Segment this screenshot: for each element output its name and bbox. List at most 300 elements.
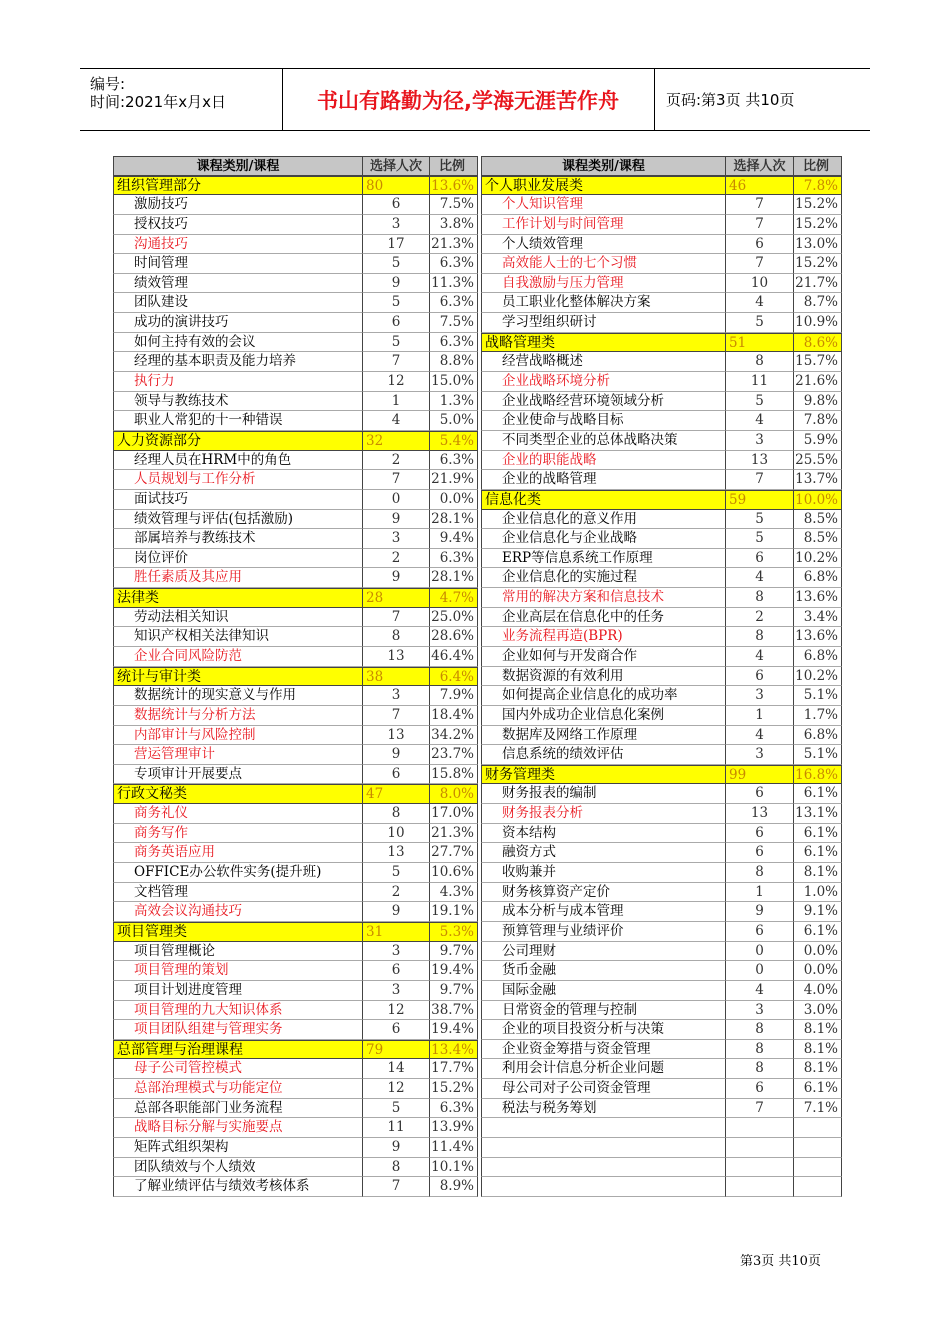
- course-row: [113, 1158, 478, 1178]
- course-row: [113, 942, 478, 962]
- selection-count: 3: [726, 686, 794, 706]
- ratio: 21.3%: [430, 824, 478, 844]
- ratio: [794, 1138, 842, 1158]
- course-name: 总部各职能部门业务流程: [113, 1099, 363, 1119]
- course-row: [113, 529, 478, 549]
- category-row: [113, 1040, 478, 1060]
- header-motto: 书山有路勤为径,学海无涯苦作舟: [282, 69, 655, 130]
- ratio: 8.1%: [794, 1020, 842, 1040]
- course-row: [113, 745, 478, 765]
- course-row: [113, 1020, 478, 1040]
- category-row: [481, 333, 842, 353]
- course-row: [481, 706, 842, 726]
- selection-count: 0: [363, 490, 430, 510]
- course-name: 项目计划进度管理: [113, 981, 363, 1001]
- course-name: 战略管理类: [481, 333, 726, 353]
- course-row: [481, 745, 842, 765]
- selection-count: 6: [726, 843, 794, 863]
- selection-count: 9: [363, 568, 430, 588]
- course-name: 组织管理部分: [113, 176, 363, 196]
- ratio: 13.6%: [430, 176, 478, 196]
- category-row: [113, 784, 478, 804]
- course-name: 学习型组织研讨: [481, 313, 726, 333]
- course-name: 沟通技巧: [113, 235, 363, 255]
- selection-count: 5: [726, 529, 794, 549]
- ratio: 9.7%: [430, 981, 478, 1001]
- selection-count: 6: [363, 195, 430, 215]
- course-name: 矩阵式组织架构: [113, 1138, 363, 1158]
- table-header-row: [113, 156, 478, 176]
- selection-count: 6: [363, 1020, 430, 1040]
- selection-count: 38: [363, 667, 430, 687]
- ratio: 19.1%: [430, 902, 478, 922]
- selection-count: 7: [363, 1177, 430, 1197]
- course-row: [481, 647, 842, 667]
- course-row: [481, 1099, 842, 1119]
- course-name: 信息化类: [481, 490, 726, 510]
- selection-count: 6: [726, 1079, 794, 1099]
- course-name: 数据资源的有效利用: [481, 667, 726, 687]
- course-name: 数据统计与分析方法: [113, 706, 363, 726]
- ratio: 13.7%: [794, 470, 842, 490]
- selection-count: 5: [726, 313, 794, 333]
- course-row: [113, 1079, 478, 1099]
- selection-count: 9: [363, 510, 430, 530]
- course-row: [113, 510, 478, 530]
- course-name: 企业高层在信息化中的任务: [481, 608, 726, 628]
- selection-count: 1: [726, 883, 794, 903]
- selection-count: 10: [726, 274, 794, 294]
- course-row: [481, 274, 842, 294]
- course-name: 执行力: [113, 372, 363, 392]
- course-name: 团队建设: [113, 293, 363, 313]
- course-name: 税法与税务筹划: [481, 1099, 726, 1119]
- course-name: 项目管理的九大知识体系: [113, 1001, 363, 1021]
- ratio: 8.5%: [794, 510, 842, 530]
- ratio: 7.8%: [794, 411, 842, 431]
- course-name: [481, 1138, 726, 1158]
- course-row: [113, 627, 478, 647]
- category-row: [481, 176, 842, 196]
- ratio: 28.1%: [430, 510, 478, 530]
- course-name: 财务管理类: [481, 765, 726, 785]
- selection-count: 47: [363, 784, 430, 804]
- course-row: [113, 215, 478, 235]
- course-name: 经理的基本职责及能力培养: [113, 352, 363, 372]
- ratio: 28.1%: [430, 568, 478, 588]
- ratio: 6.3%: [430, 549, 478, 569]
- course-name: 企业的职能战略: [481, 451, 726, 471]
- ratio: 15.0%: [430, 372, 478, 392]
- selection-count: 2: [363, 549, 430, 569]
- ratio: 6.8%: [794, 647, 842, 667]
- ratio: 8.0%: [430, 784, 478, 804]
- selection-count: 9: [363, 902, 430, 922]
- selection-count: 3: [363, 686, 430, 706]
- selection-count: 6: [726, 784, 794, 804]
- course-row: [481, 352, 842, 372]
- selection-count: 6: [363, 765, 430, 785]
- course-name: 数据库及网络工作原理: [481, 726, 726, 746]
- course-name: 财务报表的编制: [481, 784, 726, 804]
- ratio: [794, 1118, 842, 1138]
- selection-count: 8: [726, 1059, 794, 1079]
- course-name: 商务礼仪: [113, 804, 363, 824]
- course-name: 数据统计的现实意义与作用: [113, 686, 363, 706]
- header-meta: [80, 69, 283, 130]
- selection-count: 6: [726, 922, 794, 942]
- course-row: [481, 470, 842, 490]
- course-name: 法律类: [113, 588, 363, 608]
- ratio: 0.0%: [794, 961, 842, 981]
- course-row: [481, 549, 842, 569]
- course-row: [481, 195, 842, 215]
- selection-count: 11: [726, 372, 794, 392]
- course-row: [481, 981, 842, 1001]
- category-row: [113, 922, 478, 942]
- ratio: 16.8%: [794, 765, 842, 785]
- ratio: 0.0%: [794, 942, 842, 962]
- course-name: 职业人常犯的十一种错误: [113, 411, 363, 431]
- course-name: 收购兼并: [481, 863, 726, 883]
- ratio: 9.7%: [430, 942, 478, 962]
- course-name: 人力资源部分: [113, 431, 363, 451]
- selection-count: 8: [726, 1020, 794, 1040]
- header-page-label: 页码:第3页 共10页: [666, 91, 795, 109]
- course-row: [113, 804, 478, 824]
- course-row: [481, 568, 842, 588]
- ratio: 6.8%: [794, 568, 842, 588]
- course-name: 日常资金的管理与控制: [481, 1001, 726, 1021]
- selection-count: [726, 1138, 794, 1158]
- course-name: 经理人员在HRM中的角色: [113, 451, 363, 471]
- category-row: [113, 176, 478, 196]
- course-row: [113, 1001, 478, 1021]
- header-course-name: 课程类别/课程: [481, 156, 726, 176]
- course-name: ERP等信息系统工作原理: [481, 549, 726, 569]
- ratio: 17.0%: [430, 804, 478, 824]
- course-row: [481, 922, 842, 942]
- selection-count: 9: [726, 902, 794, 922]
- selection-count: 99: [726, 765, 794, 785]
- course-row: [481, 843, 842, 863]
- ratio: 9.1%: [794, 902, 842, 922]
- ratio: 3.4%: [794, 608, 842, 628]
- selection-count: 3: [363, 942, 430, 962]
- selection-count: 3: [363, 529, 430, 549]
- course-name: 企业战略经营环境领域分析: [481, 392, 726, 412]
- ratio: 15.8%: [430, 765, 478, 785]
- ratio: 15.7%: [794, 352, 842, 372]
- ratio: 5.3%: [430, 922, 478, 942]
- selection-count: 5: [363, 333, 430, 353]
- course-name: 企业信息化的意义作用: [481, 510, 726, 530]
- course-row: [113, 235, 478, 255]
- ratio: 23.7%: [430, 745, 478, 765]
- course-name: 了解业绩评估与绩效考核体系: [113, 1177, 363, 1197]
- ratio: 25.5%: [794, 451, 842, 471]
- category-row: [113, 431, 478, 451]
- ratio: 8.9%: [430, 1177, 478, 1197]
- selection-count: 8: [363, 627, 430, 647]
- selection-count: 5: [363, 293, 430, 313]
- course-name: 内部审计与风险控制: [113, 726, 363, 746]
- selection-count: 9: [363, 1138, 430, 1158]
- ratio: 21.9%: [430, 470, 478, 490]
- course-table: [113, 156, 842, 1193]
- course-row: [113, 470, 478, 490]
- selection-count: 6: [726, 667, 794, 687]
- number-label: 编号:: [90, 75, 126, 93]
- course-name: 文档管理: [113, 883, 363, 903]
- course-row: [113, 863, 478, 883]
- selection-count: 7: [726, 195, 794, 215]
- selection-count: 9: [363, 274, 430, 294]
- course-name: 货币金融: [481, 961, 726, 981]
- ratio: 6.3%: [430, 293, 478, 313]
- ratio: 5.9%: [794, 431, 842, 451]
- selection-count: 79: [363, 1040, 430, 1060]
- ratio: 19.4%: [430, 1020, 478, 1040]
- course-row: [113, 726, 478, 746]
- selection-count: 8: [726, 352, 794, 372]
- course-name: 经营战略概述: [481, 352, 726, 372]
- ratio: 6.1%: [794, 843, 842, 863]
- header-course-name: 课程类别/课程: [113, 156, 363, 176]
- course-name: 企业使命与战略目标: [481, 411, 726, 431]
- selection-count: 3: [726, 1001, 794, 1021]
- ratio: 10.6%: [430, 863, 478, 883]
- page-header: [80, 68, 870, 131]
- ratio: 11.3%: [430, 274, 478, 294]
- header-selection-count: 选择人次: [363, 156, 430, 176]
- selection-count: 6: [726, 824, 794, 844]
- selection-count: 4: [726, 568, 794, 588]
- selection-count: 7: [363, 352, 430, 372]
- selection-count: 4: [726, 726, 794, 746]
- ratio: 6.1%: [794, 784, 842, 804]
- course-row: [481, 902, 842, 922]
- course-row: [481, 1059, 842, 1079]
- ratio: 6.4%: [430, 667, 478, 687]
- table-header-row: [481, 156, 842, 176]
- selection-count: [726, 1177, 794, 1197]
- course-name: 总部管理与治理课程: [113, 1040, 363, 1060]
- ratio: 21.6%: [794, 372, 842, 392]
- empty-row: [481, 1158, 842, 1178]
- header-selection-count: 选择人次: [726, 156, 794, 176]
- course-name: 胜任素质及其应用: [113, 568, 363, 588]
- ratio: 6.3%: [430, 451, 478, 471]
- course-row: [113, 765, 478, 785]
- selection-count: 17: [363, 235, 430, 255]
- ratio: 6.1%: [794, 1079, 842, 1099]
- ratio: 8.1%: [794, 1040, 842, 1060]
- course-row: [113, 1059, 478, 1079]
- selection-count: 0: [726, 961, 794, 981]
- course-name: 财务报表分析: [481, 804, 726, 824]
- course-name: 业务流程再造(BPR): [481, 627, 726, 647]
- empty-row: [481, 1118, 842, 1138]
- course-name: 专项审计开展要点: [113, 765, 363, 785]
- course-row: [481, 667, 842, 687]
- course-name: 不同类型企业的总体战略决策: [481, 431, 726, 451]
- ratio: 8.1%: [794, 863, 842, 883]
- course-row: [113, 1118, 478, 1138]
- course-row: [481, 431, 842, 451]
- selection-count: 6: [726, 235, 794, 255]
- ratio: 25.0%: [430, 608, 478, 628]
- course-row: [481, 411, 842, 431]
- selection-count: 8: [726, 588, 794, 608]
- course-name: 母子公司管控模式: [113, 1059, 363, 1079]
- course-row: [113, 883, 478, 903]
- ratio: [794, 1158, 842, 1178]
- course-row: [113, 352, 478, 372]
- course-row: [113, 333, 478, 353]
- course-name: 商务写作: [113, 824, 363, 844]
- course-row: [481, 313, 842, 333]
- selection-count: 7: [363, 470, 430, 490]
- course-row: [113, 293, 478, 313]
- ratio: 6.1%: [794, 824, 842, 844]
- selection-count: 10: [363, 824, 430, 844]
- course-name: 企业信息化的实施过程: [481, 568, 726, 588]
- ratio: 34.2%: [430, 726, 478, 746]
- ratio: 4.0%: [794, 981, 842, 1001]
- course-name: 统计与审计类: [113, 667, 363, 687]
- ratio: 46.4%: [430, 647, 478, 667]
- ratio: 1.7%: [794, 706, 842, 726]
- selection-count: [726, 1158, 794, 1178]
- course-name: 资本结构: [481, 824, 726, 844]
- course-name: 员工职业化整体解决方案: [481, 293, 726, 313]
- empty-row: [481, 1177, 842, 1197]
- course-name: 成本分析与成本管理: [481, 902, 726, 922]
- course-row: [481, 392, 842, 412]
- course-row: [481, 1040, 842, 1060]
- selection-count: 3: [726, 745, 794, 765]
- course-name: 如何提高企业信息化的成功率: [481, 686, 726, 706]
- course-row: [113, 843, 478, 863]
- course-name: 领导与教练技术: [113, 392, 363, 412]
- course-row: [481, 1079, 842, 1099]
- course-name: 常用的解决方案和信息技术: [481, 588, 726, 608]
- course-row: [481, 863, 842, 883]
- ratio: 6.3%: [430, 254, 478, 274]
- course-name: 团队绩效与个人绩效: [113, 1158, 363, 1178]
- course-name: 知识产权相关法律知识: [113, 627, 363, 647]
- course-name: 个人职业发展类: [481, 176, 726, 196]
- selection-count: 3: [726, 431, 794, 451]
- selection-count: 2: [363, 883, 430, 903]
- ratio: [794, 1177, 842, 1197]
- ratio: 8.7%: [794, 293, 842, 313]
- course-name: 如何主持有效的会议: [113, 333, 363, 353]
- course-name: 财务核算资产定价: [481, 883, 726, 903]
- ratio: 6.8%: [794, 726, 842, 746]
- course-name: 企业如何与开发商合作: [481, 647, 726, 667]
- selection-count: 80: [363, 176, 430, 196]
- selection-count: 3: [363, 215, 430, 235]
- selection-count: 8: [726, 627, 794, 647]
- selection-count: 59: [726, 490, 794, 510]
- course-row: [481, 510, 842, 530]
- selection-count: 14: [363, 1059, 430, 1079]
- course-row: [113, 824, 478, 844]
- ratio: 5.1%: [794, 686, 842, 706]
- date-label: 时间:2021年x月x日: [90, 93, 226, 111]
- selection-count: 11: [363, 1118, 430, 1138]
- selection-count: 7: [726, 215, 794, 235]
- ratio: 7.5%: [430, 195, 478, 215]
- course-name: 融资方式: [481, 843, 726, 863]
- course-name: 利用会计信息分析企业问题: [481, 1059, 726, 1079]
- course-row: [481, 215, 842, 235]
- course-name: 商务英语应用: [113, 843, 363, 863]
- ratio: 9.4%: [430, 529, 478, 549]
- course-row: [113, 961, 478, 981]
- course-row: [113, 490, 478, 510]
- course-name: 行政文秘类: [113, 784, 363, 804]
- course-name: [481, 1118, 726, 1138]
- course-row: [113, 254, 478, 274]
- course-row: [481, 1001, 842, 1021]
- course-name: 个人知识管理: [481, 195, 726, 215]
- course-row: [113, 392, 478, 412]
- ratio: 7.9%: [430, 686, 478, 706]
- selection-count: 7: [363, 706, 430, 726]
- course-row: [481, 293, 842, 313]
- selection-count: 5: [363, 863, 430, 883]
- selection-count: 8: [363, 804, 430, 824]
- course-name: 项目管理概论: [113, 942, 363, 962]
- course-name: 工作计划与时间管理: [481, 215, 726, 235]
- ratio: 5.4%: [430, 431, 478, 451]
- ratio: 7.8%: [794, 176, 842, 196]
- ratio: 10.9%: [794, 313, 842, 333]
- selection-count: 7: [726, 1099, 794, 1119]
- course-name: 国内外成功企业信息化案例: [481, 706, 726, 726]
- selection-count: 5: [726, 510, 794, 530]
- selection-count: 6: [726, 549, 794, 569]
- selection-count: 6: [363, 313, 430, 333]
- course-name: 高效能人士的七个习惯: [481, 254, 726, 274]
- course-name: 劳动法相关知识: [113, 608, 363, 628]
- selection-count: 7: [726, 254, 794, 274]
- course-row: [481, 726, 842, 746]
- selection-count: 13: [363, 726, 430, 746]
- ratio: 38.7%: [430, 1001, 478, 1021]
- course-name: 部属培养与教练技术: [113, 529, 363, 549]
- ratio: 6.1%: [794, 922, 842, 942]
- selection-count: 5: [363, 1099, 430, 1119]
- ratio: 18.4%: [430, 706, 478, 726]
- course-row: [481, 686, 842, 706]
- ratio: 13.6%: [794, 588, 842, 608]
- course-row: [481, 372, 842, 392]
- ratio: 21.3%: [430, 235, 478, 255]
- course-name: 项目团队组建与管理实务: [113, 1020, 363, 1040]
- course-name: 激励技巧: [113, 195, 363, 215]
- selection-count: 13: [363, 843, 430, 863]
- course-name: 公司理财: [481, 942, 726, 962]
- course-row: [113, 902, 478, 922]
- course-name: 企业合同风险防范: [113, 647, 363, 667]
- course-name: 绩效管理与评估(包括激励): [113, 510, 363, 530]
- ratio: 1.0%: [794, 883, 842, 903]
- ratio: 1.3%: [430, 392, 478, 412]
